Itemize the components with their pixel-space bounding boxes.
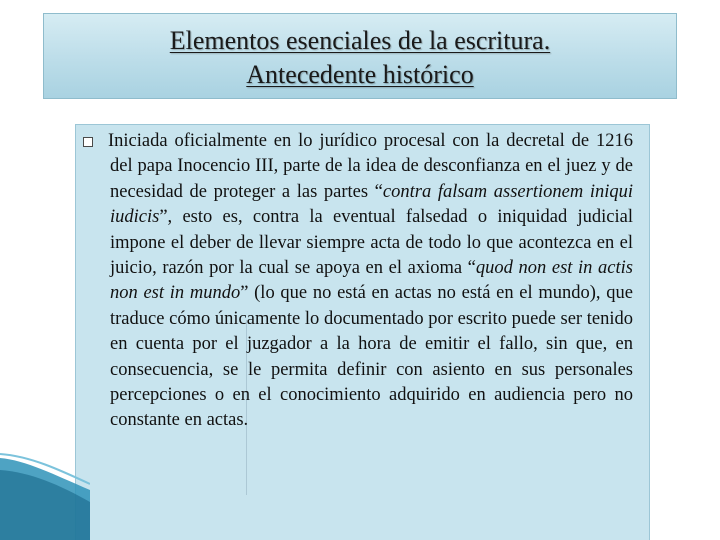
title-banner — [43, 13, 677, 99]
bullet-paragraph — [110, 129, 633, 434]
wave-decoration-icon — [0, 450, 90, 540]
paragraph-latin-phrase-1: contra falsam assertionem iniqui iudicis — [110, 181, 633, 228]
paragraph-latin-phrase-2: quod non est in actis non est in mundo — [110, 258, 633, 304]
paragraph-segment-1: Iniciada oficialmente en lo jurídico procesal con la decretal de 1216 del papa Inocencio III, parte de la idea de desconfianza en el juez y de necesidad de proteger a las partes “ — [108, 131, 633, 202]
square-bullet-icon — [83, 137, 93, 147]
paragraph-segment-3: ”, esto es, contra la eventual falsedad o iniquidad judicial impone el deber de llevar siempre acta de todo lo que acontezca en el juicio, razón por la cual se apoya en el axioma “ — [110, 207, 633, 279]
paragraph-segment-5: ” (lo que no está en actas no está en el mundo), que traduce cómo únicamente lo documentado por escrito puede ser tenido en cuenta por el juzgador a la hora de emitir el fallo, sin que, en consecuencia, se le permita definir con asiento en sus personales percepciones o en el conocimiento adquirido en audiencia pero no constante en actas. — [110, 283, 633, 431]
slide-title-line-2: Antecedente histórico — [246, 60, 474, 89]
slide-title-line-1: Elementos esenciales de la escritura. — [169, 26, 551, 55]
